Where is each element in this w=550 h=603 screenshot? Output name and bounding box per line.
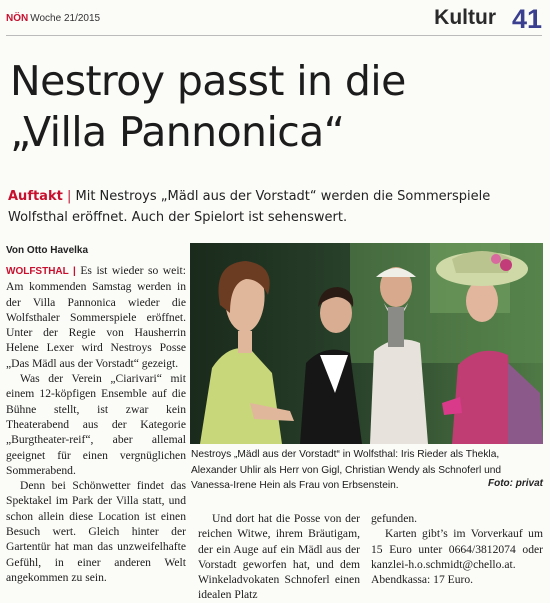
lead-separator: | xyxy=(66,189,72,204)
lead-kicker: Auftakt xyxy=(8,189,63,204)
headline xyxy=(10,56,540,158)
section-title: Kultur xyxy=(434,6,496,29)
page-number: 41 xyxy=(511,4,542,34)
byline: Von Otto Havelka xyxy=(6,245,89,256)
headline-line-2: „Villa Pannonica“ xyxy=(10,108,345,156)
photo-credit: Foto: privat xyxy=(488,478,543,489)
newspaper-logo: NÖN xyxy=(6,13,29,24)
dateline: WOLFSTHAL | xyxy=(6,266,76,277)
headline-line-1: Nestroy passt in die xyxy=(10,57,406,105)
article-column-2 xyxy=(198,511,360,603)
article-photo xyxy=(190,243,543,444)
lead-text: Mit Nestroys „Mädl aus der Vorstadt“ werden die Sommerspiele Wolfsthal eröffnet. Auch der Spielort ist sehenswert. xyxy=(8,189,491,225)
article-column-1 xyxy=(6,263,186,585)
lead-paragraph xyxy=(8,186,543,228)
article-column-3 xyxy=(371,511,543,587)
theater-scene-image xyxy=(190,243,543,444)
article-paragraph-continued: gefunden. xyxy=(371,512,418,525)
article-paragraph: WOLFSTHAL | Es ist wieder so weit: Am kommenden Samstag werden in der Villa Pannonica wieder die Wolfsthaler Sommerspiele eröffnet. Unter der Regie von Hausherrin Helene Lexer wird Nestroys Posse „Das Mädl aus der Vorstadt“ gezeigt. xyxy=(6,264,186,370)
article-paragraph: Was der Verein „Ciarivari“ mit einem 12-köpfigen Ensemble auf die Bühne stellt, ist zwar kein Theaterabend aus der Kategorie „Burgtheater-reif“, aber allemal geeignet für einen vergnüglichen Sommerabend. xyxy=(6,372,186,477)
article-paragraph: Karten gibt’s im Vorverkauf um 15 Euro unter 0664/3812074 oder kanzlei-h.o.schmidt@chello.at. Abendkassa: 17 Euro. xyxy=(371,527,543,587)
page-header xyxy=(6,4,546,34)
publication-info xyxy=(6,13,100,24)
article-paragraph: Und dort hat die Posse von der reichen Witwe, ihrem Bräutigam, der ein Auge auf ein Mädl aus der Vorstadt geworfen hat, und dem Winkeladvokaten Schnoferl einen idealen Platz xyxy=(198,512,360,602)
photo-caption: Nestroys „Mädl aus der Vorstadt“ in Wolfsthal: Iris Rieder als Thekla, Alexander Uhlir als Herr von Gigl, Christian Wendy als Schnoferl und Vanessa-Irene Hein als Frau von Erbsenstein. xyxy=(191,449,502,491)
header-divider xyxy=(6,35,542,36)
issue-number: Woche 21/2015 xyxy=(30,13,101,24)
article-paragraph: Denn bei Schönwetter findet das Spektakel im Park der Villa statt, und schon allein diese Location ist einen Besuch wert. Gleich hinter der Gartentür hat man das unzweifelhafte Gefühl, in einer anderen Welt angekommen zu sein. xyxy=(6,479,186,584)
